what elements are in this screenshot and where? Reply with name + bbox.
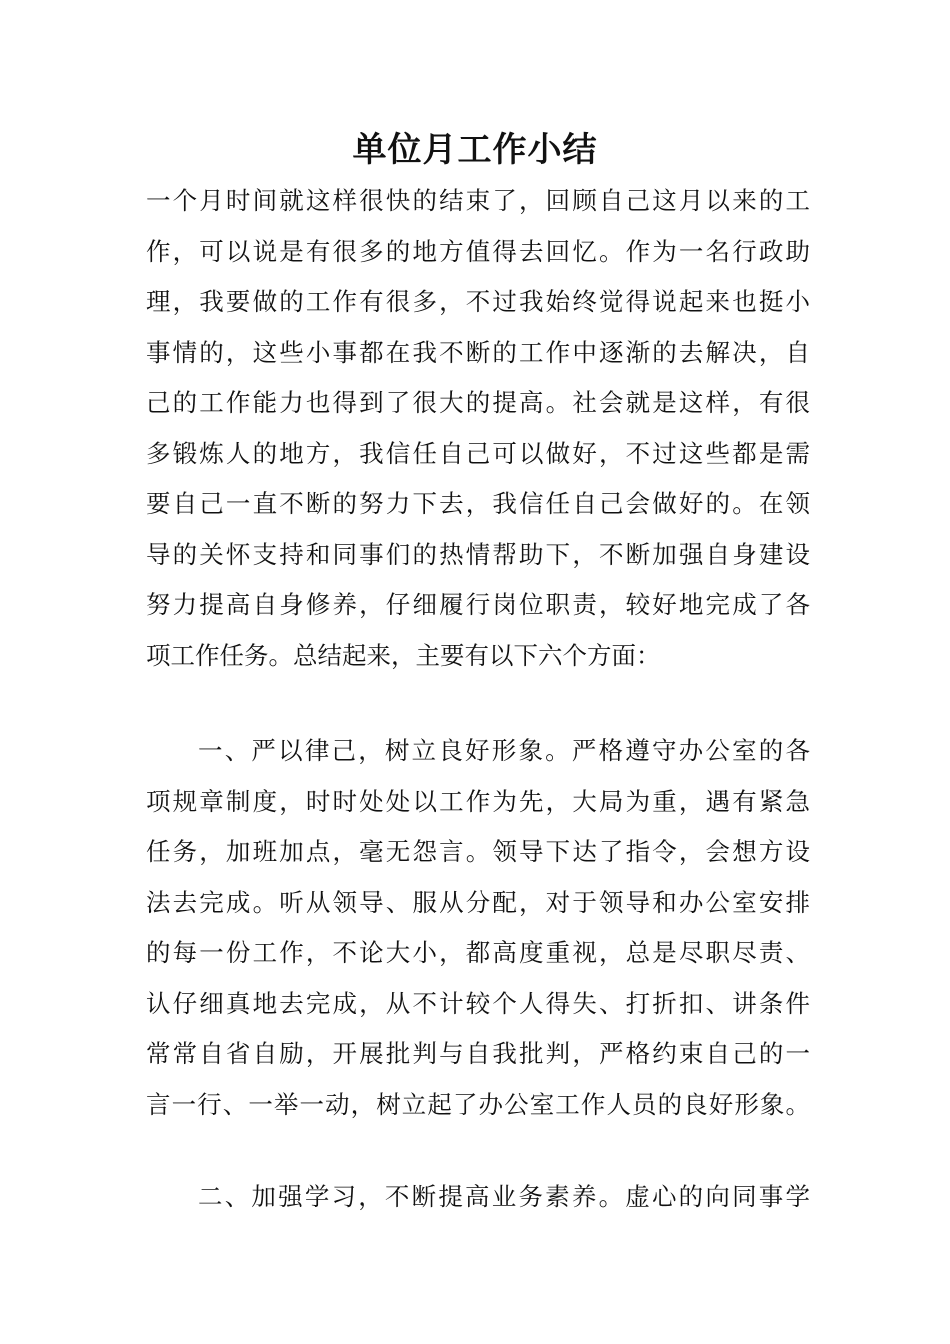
paragraph-line: 导的关怀支持和同事们的热情帮助下，不断加强自身建设 — [146, 539, 810, 569]
paragraph-line: 己的工作能力也得到了很大的提高。社会就是这样，有很 — [146, 388, 810, 417]
paragraph-line: 法去完成。听从领导、服从分配，对于领导和办公室安排 — [146, 887, 810, 917]
document-title: 单位月工作小结 — [352, 130, 598, 170]
paragraph-line: 项工作任务。总结起来，主要有以下六个方面： — [146, 640, 661, 670]
paragraph-line: 作，可以说是有很多的地方值得去回忆。作为一名行政助 — [146, 236, 810, 266]
paragraph-line: 常常自省自励，开展批判与自我批判，严格约束自己的一 — [146, 1039, 810, 1068]
paragraph-line: 理，我要做的工作有很多，不过我始终觉得说起来也挺小 — [146, 287, 810, 316]
paragraph-line: 一、严以律己，树立良好形象。严格遵守办公室的各 — [198, 736, 810, 765]
paragraph-line: 事情的，这些小事都在我不断的工作中逐渐的去解决，自 — [146, 337, 810, 367]
paragraph-line: 言一行、一举一动，树立起了办公室工作人员的良好形象。 — [146, 1089, 810, 1119]
paragraph-line: 的每一份工作，不论大小，都高度重视，总是尽职尽责、 — [146, 938, 810, 967]
paragraph-line: 任务，加班加点，毫无怨言。领导下达了指令，会想方设 — [146, 837, 810, 866]
paragraph-line: 要自己一直不断的努力下去，我信任自己会做好的。在领 — [146, 489, 810, 518]
paragraph-line: 努力提高自身修养，仔细履行岗位职责，较好地完成了各 — [146, 590, 810, 619]
paragraph-line: 项规章制度，时时处处以工作为先，大局为重，遇有紧急 — [146, 786, 810, 816]
paragraph-line: 认仔细真地去完成，从不计较个人得失、打折扣、讲条件 — [146, 988, 810, 1018]
paragraph-intro — [146, 176, 810, 681]
paragraph-line: 一个月时间就这样很快的结束了，回顾自己这月以来的工 — [146, 186, 810, 215]
paragraph-section-one — [146, 726, 810, 1130]
paragraph-line: 二、加强学习，不断提高业务素养。虚心的向同事学 — [198, 1182, 810, 1211]
paragraph-section-two — [146, 1172, 810, 1223]
paragraph-line: 多锻炼人的地方，我信任自己可以做好，不过这些都是需 — [146, 438, 810, 468]
